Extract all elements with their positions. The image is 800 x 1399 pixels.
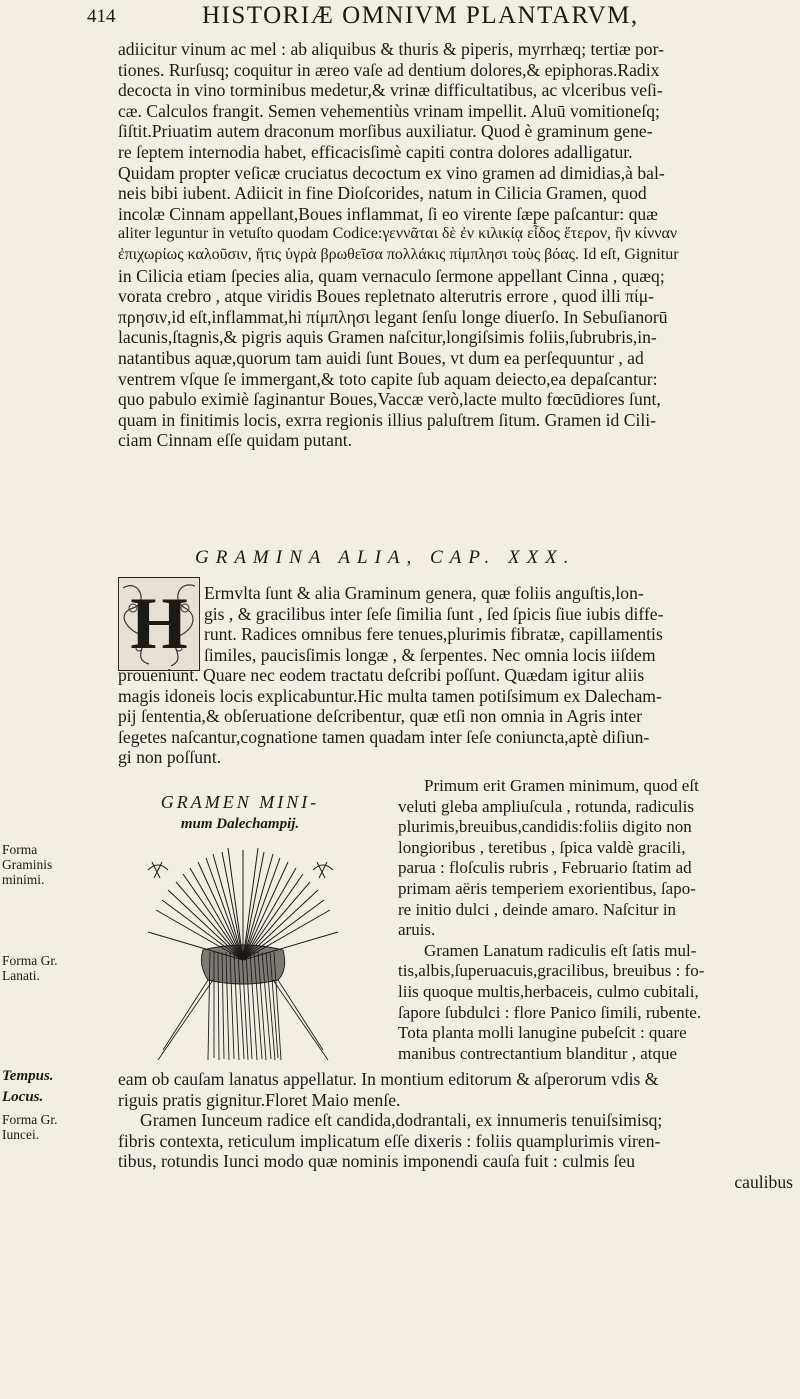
figure-caption: [120, 791, 360, 835]
chapter-heading: GRAMINA ALIA, CAP. XXX.: [195, 547, 576, 568]
margin-note-forma-gr-iuncei: [2, 1112, 82, 1142]
margin-note-locus: Locus.: [2, 1089, 44, 1105]
text-line: veluti gleba ampliuſcula , rotunda, radiculis: [398, 796, 694, 816]
text-line: ciam Cinnam eſſe quidam putant.: [118, 430, 353, 451]
paragraph-top: [118, 39, 793, 451]
margin-note-forma-gr-lanati: [2, 953, 82, 983]
text-line: incolæ Cinnam appellant,Boues inflammat, ſi eo virente ſæpe paſcantur: quæ: [118, 203, 658, 224]
text-line: ſegetes naſcantur,cognatione tamen quadam inter ſeſe coniuncta,aptè diſiun-: [118, 726, 650, 747]
text-line: Primum erit Gramen minimum, quod eſt: [424, 776, 699, 795]
text-line: tiones. Rurſusq; coquitur in æreo vaſe ad dentium dolores,& epiphoras.Radix: [118, 59, 660, 80]
text-line: runt. Radices omnibus fere tenues,plurimis fibratæ, capillamentis: [204, 624, 663, 645]
text-line: gi non poſſunt.: [118, 747, 222, 768]
margin-note-line: Forma Gr.: [2, 1112, 58, 1127]
text-line: aliter leguntur in vetuſto quodam Codice:γεννᾶται δὲ ἐν κιλικίᾳ εἶδος ἕτερον, ἣν κίνναν: [118, 225, 678, 243]
margin-note-line: Iuncei.: [2, 1127, 40, 1142]
running-header: [87, 2, 787, 36]
initial-letter: H: [130, 583, 188, 665]
figure-title: GRAMEN MINI-: [160, 792, 320, 812]
text-line: Ermvlta ſunt & alia Graminum genera, quæ foliis anguſtis,lon-: [204, 583, 644, 603]
text-line: tibus, rotundis Iunci modo quæ nominis imponendi cauſa fuit : culmis ſeu: [118, 1151, 636, 1172]
grass-woodcut-illustration: [118, 840, 368, 1065]
text-line: quam in finitimis locis, exrra regionis illius paluſtrem ſitum. Gramen id Cili-: [118, 409, 656, 430]
text-line: plurimis,breuibus,candidis:foliis digito non: [398, 817, 692, 837]
text-line: decocta in vino torminibus medetur,& vrinæ difficultatibus, ac vlceribus veſi-: [118, 80, 663, 101]
decorated-initial: [118, 577, 200, 671]
margin-note-line: Graminis: [2, 857, 53, 872]
text-line: gis , & gracilibus inter ſeſe ſimilia ſunt , ſed ſpicis ſiue iubis diffe-: [204, 603, 664, 624]
page-number: 414: [87, 6, 116, 27]
text-line: parua : floſculis rubris , Februario ſtatim ad: [398, 858, 692, 878]
text-line: Gramen Lanatum radiculis eſt ſatis mul-: [424, 940, 697, 960]
margin-note-line: Forma Gr.: [2, 953, 58, 968]
margin-note-line: Lanati.: [2, 968, 40, 983]
text-line: vorata crebro , atque viridis Boues repletnato alterutris errore , quod illi πίμ-: [118, 286, 655, 307]
grass-tuft-icon: [118, 840, 368, 1065]
text-line: ἐπιχωρίως καλοῦσιν, ἥτις ὑγρὰ βρωθεῖσα πολλάκις πίμπλησι τοὺς βόας. Id eſt, Gignitur: [118, 245, 679, 263]
text-line: longioribus , teretibus , ſpica valdè gracili,: [398, 837, 686, 857]
text-line: tis,albis,ſuperuacuis,gracilibus, breuibus : fo-: [398, 961, 705, 981]
text-line: fibris contexta, reticulum implicatum eſſe dixeris : foliis quamplurimis viren-: [118, 1130, 661, 1151]
text-line: neis bibi iubent. Adiicit in fine Dioſcorides, natum in Cilicia Gramen, quod: [118, 183, 647, 204]
text-line: natantibus aquæ,quorum tam auidi ſunt Boues, vt dum ea perſequuntur , ad: [118, 347, 644, 368]
paragraph-bottom: [118, 1069, 793, 1193]
figure-subtitle: mum Dalechampij.: [180, 816, 300, 832]
text-line: in Cilicia etiam ſpecies alia, quam vernaculo ſermone appellant Cinna , quæq;: [118, 265, 665, 286]
text-line: ventrem vſque ſe immergant,& toto capite ſub aquam deiecto,ea depaſcantur:: [118, 368, 658, 389]
text-line: Tota planta molli lanugine pubeſcit : quare: [398, 1023, 687, 1043]
text-line: liis quoque multis,herbaceis, culmo cubitali,: [398, 981, 699, 1001]
text-line: ſiſtit.Priuatim autem draconum morſibus auxiliatur. Quod è graminum gene-: [118, 121, 653, 142]
text-line: lacunis,ſtagnis,& pigris aquis Gramen naſcitur,longiſsimis foliis,ſubrubris,in-: [118, 327, 657, 348]
text-line: quo pabulo eximiè ſaginantur Boues,Vaccæ verò,lacte multo fœcūdiores ſunt,: [118, 389, 661, 410]
text-line: re initio dulci , deinde amaro. Naſcitur in: [398, 899, 677, 919]
paragraph-chapter-indented: [204, 583, 793, 665]
text-line: magis idoneis locis explicabuntur.Hic multa tamen potiſsimum ex Dalecham-: [118, 685, 662, 706]
paragraph-right-column: [398, 776, 793, 1064]
text-line: riguis pratis gignitur.Floret Maio menſe.: [118, 1089, 401, 1110]
text-line: Quidam propter veſicæ cruciatus decoctum ex vino gramen ad dimidias,à bal-: [118, 162, 665, 183]
text-line: pij ſententia,& obſeruatione deſcribentur, quæ etſi non omnia in Agris inter: [118, 706, 643, 727]
text-line: ſapore ſubdulci : flore Panico ſimili, rubente.: [398, 1002, 702, 1022]
margin-note-forma-graminis-minimi: [2, 842, 82, 887]
text-line: ſimiles, paucisſimis longæ , & ſerpentes. Nec omnia locis iiſdem: [204, 644, 656, 665]
text-line: cæ. Calculos frangit. Semen vehementiùs vrinam impellit. Aluū vomitioneſq;: [118, 100, 660, 121]
text-line: aruis.: [398, 920, 436, 940]
text-line: re ſeptem internodia habet, efficacisſimè capiti contra dolores adalligatur.: [118, 141, 633, 162]
margin-note-line: Forma: [2, 842, 38, 857]
margin-note-tempus: Tempus.: [2, 1068, 54, 1084]
margin-note-line: minimi.: [2, 872, 45, 887]
text-line: adiicitur vinum ac mel : ab aliquibus & thuris & piperis, myrrhæq; tertiæ por-: [118, 39, 664, 59]
paragraph-chapter-full: [118, 665, 793, 768]
text-line: caulibus: [734, 1171, 793, 1192]
text-line: πρησιν,id eſt,inflammat,hi πίμπλησι legant ſenſu longe diuerſo. In Sebuſianorū: [118, 306, 668, 327]
text-line: Gramen Iunceum radice eſt candida,dodrantali, ex innumeris tenuiſsimisq;: [140, 1110, 663, 1131]
running-title: HISTORIÆ OMNIVM PLANTARVM,: [202, 2, 639, 29]
text-line: proueniunt. Quare nec eodem tractatu deſcribi poſſunt. Quædam igitur aliis: [118, 665, 645, 685]
text-line: manibus contrectantium blanditur , atque: [398, 1043, 678, 1063]
text-line: eam ob cauſam lanatus appellatur. In montium editorum & aſperorum vdis &: [118, 1069, 659, 1089]
text-line: primam aëris temperiem exorientibus, ſapo-: [398, 878, 696, 898]
